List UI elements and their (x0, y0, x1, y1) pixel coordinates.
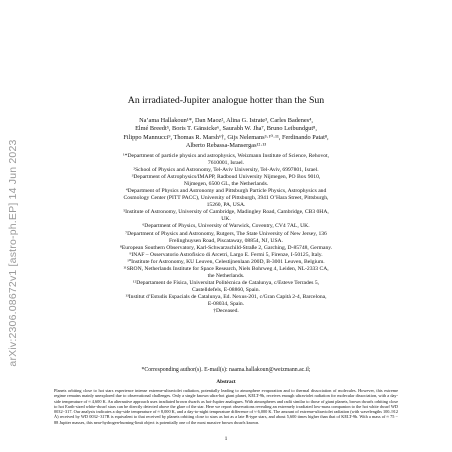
affiliation-line: the Netherlands. (207, 272, 245, 279)
affiliation-line: ²School of Physics and Astronomy, Tel-Aviv University, Tel-Aviv, 6997801, Israel. (133, 167, 319, 174)
affiliation-line: ⁹INAF – Osservatorio Astrofisico di Arcetri, Largo E. Fermi 5, Firenze, I-50125, Italy. (129, 251, 323, 258)
abstract-heading: Abstract (216, 379, 236, 385)
affiliation-line: ⁷Department of Physics and Astronomy, Rutgers, The State University of New Jersey, 136 (125, 230, 327, 237)
affiliation-line: ¹*Department of particle physics and astrophysics, Weizmann Institute of Science, Rehovot, (122, 153, 330, 159)
author-line: Alberto Rebassa-Mansergas¹²·¹³ (185, 141, 267, 149)
author-list (52, 117, 400, 150)
arxiv-identifier-stamp (6, 118, 20, 388)
affiliation-line: Castelldefels, E-08860, Spain. (192, 286, 260, 293)
author-line: Filippo Mannucci⁹, Thomas R. Marsh⁶†, Gijs Nelemans³·¹⁰·¹¹, Ferdinando Patat⁸, (123, 133, 329, 141)
affiliation-list (46, 153, 406, 315)
page-number: 1 (224, 436, 228, 442)
affiliation-line: †Deceased. (213, 308, 239, 315)
affiliation-line: E-08034, Spain. (207, 300, 245, 307)
paper-first-page (46, 0, 406, 452)
author-line: Na’ama Hallakoun¹*, Dan Maoz², Alina G. Istrate³, Carles Badenes⁴, (139, 117, 313, 124)
affiliation-line: ¹²Departament de Física, Universitat Politècnica de Catalunya, c/Esteve Terrades 5, (132, 279, 320, 286)
affiliation-line: Cosmology Center (PITT PACC), University of Pittsburgh, 3941 O’Hara Street, Pittsburgh, (123, 195, 329, 202)
abstract-body: Planets orbiting close to hot stars experience intense extreme-ultraviolet radiation, potentially leading to atmosphere evaporation and to thermal dissociation of molecules. However, this extreme regime remains mainly unexplored due to observational challenges. Only a single known ultra-hot giant planet, KELT-9b, receives enough ultraviolet radiation for molecular dissociation, with a day-side temperature of ≈ 4,600 K. An alternative approach uses irradiated brown dwarfs as hot-Jupiter analogues. With atmospheres and radii similar to those of giant planets, brown dwarfs orbiting close to hot Earth-sized white-dwarf stars can be directly detected above the glare of the star. Here we report observations revealing an extremely irradiated low-mass companion to the hot white dwarf WD 0032−317. Our analysis indicates a day-side temperature of ≈ 8,000 K, and a day-to-night temperature difference of ≈ 6,000 K. The amount of extreme-ultraviolet radiation (with wavelengths 100–912 Å) received by WD 0032−317B is equivalent to that received by planets orbiting close to stars as hot as a late B-type stars, and about 5,600 times higher than that of KELT-9b. With a mass of ≈ 75 − 88 Jupiter masses, this near-hydrogen-burning-limit object is potentially one of the most massive brown dwarfs known. (54, 388, 398, 425)
affiliation-line: ¹³Institut d’Estudis Espacials de Catalunya, Ed. Nexus-201, c/Gran Capità 2-4, Barcelona, (125, 293, 327, 300)
affiliation-line: ⁵Institute of Astronomy, University of Cambridge, Madingley Road, Cambridge, CB3 0HA, (123, 209, 329, 216)
affiliation-line: ¹¹SRON, Netherlands Institute for Space Research, Niels Bohrweg 4, Leiden, NL-2333 CA, (123, 265, 329, 272)
affiliation-line: 15260, PA, USA. (206, 202, 246, 209)
arxiv-identifier-text: arXiv:2306.08672v1 [astro-ph.EP] 14 Jun 2023 (7, 139, 19, 367)
affiliation-line: ⁶Department of Physics, University of Warwick, Coventry, CV4 7AL, UK. (142, 223, 310, 230)
affiliation-line: ⁴Department of Physics and Astronomy and Pittsburgh Particle Physics, Astrophysics and (125, 188, 327, 195)
affiliation-line: 7610001, Israel. (207, 160, 245, 167)
paper-title: An irradiated-Jupiter analogue hotter than the Sun (127, 95, 325, 106)
affiliation-line: ¹⁰Institute for Astronomy, KU Leuven, Celestijnenlaan 200D, B-3001 Leuven, Belgium. (127, 258, 325, 265)
affiliation-line: Nijmegen, 6500 GL, the Netherlands. (183, 181, 269, 188)
corresponding-author-line: *Corresponding author(s). E-mail(s): naama.hallakoun@weizmann.ac.il; (141, 367, 311, 373)
affiliation-line: ³Department of Astrophysics/IMAPP, Radboud University Nijmegen, PO Box 9010, (131, 174, 321, 181)
affiliation-line: UK. (221, 216, 231, 223)
author-line: Elmé Breedt⁵, Boris T. Gänsicke⁶, Saurabh W. Jha⁷, Bruno Leibundgut⁸, (135, 125, 317, 133)
affiliation-line: Frelinghuysen Road, Piscataway, 08854, NJ, USA. (169, 237, 283, 244)
affiliation-line: ⁸European Southern Observatory, Karl-Schwarzschild-Straße 2, Garching, D-85748, Germany. (119, 244, 333, 251)
